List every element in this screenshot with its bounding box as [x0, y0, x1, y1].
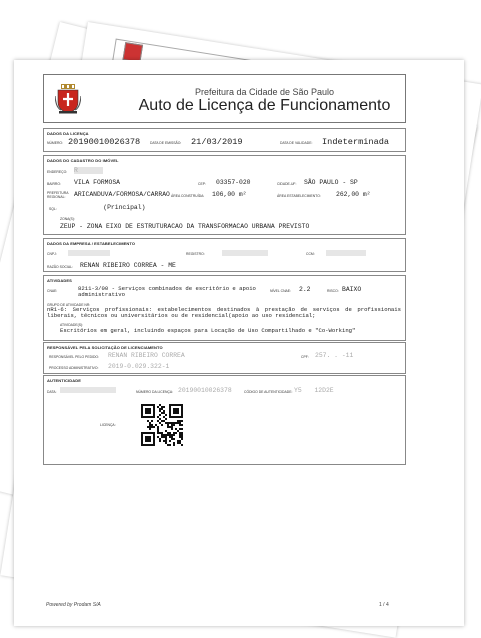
auth-code-label: CÓDIGO DE AUTENTICIDADE:	[244, 390, 293, 394]
section-title: DADOS DA EMPRESA / ESTABELECIMENTO	[47, 241, 136, 246]
cpf-value: 257. . -11	[315, 352, 354, 359]
auth-date-label: DATA:	[47, 390, 57, 394]
sql-label: SQL:	[49, 207, 57, 211]
cpf-label: CPF:	[301, 355, 309, 359]
address-label: ENDEREÇO:	[47, 170, 68, 174]
powered-by-footer: Powered by Prodam S/A	[46, 602, 101, 608]
city-value: SÃO PAULO - SP	[304, 179, 358, 186]
company-name: RENAN RIBEIRO CORREA - ME	[80, 262, 176, 269]
section-license	[43, 128, 406, 152]
cep-value: 03357-020	[216, 179, 251, 186]
process-value: 2019-0.029.322-1	[108, 363, 170, 370]
company-name-label: RAZÃO SOCIAL:	[47, 265, 74, 269]
license-number: 20190010026378	[68, 137, 141, 147]
validity-label: DATA DE VALIDADE:	[280, 141, 313, 145]
process-label: PROCESSO ADMINISTRATIVO:	[49, 366, 99, 370]
section-title: DADOS DO CADASTRO DO IMÓVEL	[47, 158, 119, 163]
zone-value: ZEUP - ZONA EIXO DE ESTRUTURACAO DA TRANSFORMACAO URBANA PREVISTO	[60, 223, 310, 230]
redacted-registry	[222, 250, 268, 256]
establishment-area-label: ÁREA ESTABELECIMENTO:	[277, 194, 321, 198]
section-title: ATIVIDADES	[47, 278, 72, 283]
district-value: VILA FORMOSA	[74, 179, 121, 186]
establishment-area-value: 262,00 m²	[336, 191, 371, 198]
activities-value: Escritórios em geral, incluindo espaços para Locação de Uso Compartilhado e "Co-Working"	[60, 327, 356, 334]
redacted-ccm	[326, 250, 366, 256]
sql-value: (Principal)	[61, 204, 146, 211]
auth-number: 20190010026378	[178, 387, 232, 394]
issue-date: 21/03/2019	[191, 137, 243, 147]
license-number-label: NÚMERO:	[47, 141, 64, 145]
document-header	[43, 74, 406, 123]
auth-code: Y5 12D2E	[294, 387, 334, 394]
redacted-cnpj	[68, 250, 110, 256]
license-qr-label: LICENÇA:	[100, 423, 116, 427]
city-label: CIDADE-UF:	[277, 182, 297, 186]
auth-number-label: NÚMERO DA LICENÇA:	[136, 390, 174, 394]
activity-group-value: nR1-6: Serviços profissionais: estabelecimentos destinados à prestação de serviços de profissionais liberais, técnicos ou universitários ou de residencial(apoio ao uso residencial;	[47, 306, 401, 319]
district-label: BAIRRO:	[47, 182, 61, 186]
redacted-auth-date	[60, 387, 116, 393]
requester-name: RENAN RIBEIRO CORREA	[108, 352, 185, 359]
cnae-level-label: NÍVEL CNAE:	[270, 289, 291, 293]
validity-value: Indeterminada	[322, 137, 390, 147]
risk-label: RISCO:	[327, 289, 339, 293]
page-number: 1 / 4	[379, 602, 389, 608]
section-company	[43, 238, 406, 272]
qr-code-icon	[141, 404, 183, 446]
section-activities	[43, 275, 406, 341]
section-title: RESPONSÁVEL PELA SOLICITAÇÃO DE LICENCIAMENTO	[47, 345, 163, 350]
activity-group-label: GRUPO DE ATIVIDADE NR:	[47, 303, 91, 307]
regional-label: PREFEITURA REGIONAL:	[47, 191, 69, 199]
cep-label: CEP:	[198, 182, 206, 186]
cnae-label: CNAE:	[47, 289, 58, 293]
activities-label: ATIVIDADE(S):	[60, 323, 84, 327]
cnae-level-value: 2.2	[299, 286, 311, 293]
requester-label: RESPONSÁVEL PELO PEDIDO:	[49, 355, 99, 359]
registry-label: REGISTRO:	[186, 252, 205, 256]
ccm-label: CCM:	[306, 252, 315, 256]
city-name: Prefeitura da Cidade de São Paulo	[194, 87, 335, 97]
built-area-value: 106,00 m²	[212, 191, 247, 198]
zone-label: ZONA(S):	[60, 217, 75, 221]
section-authenticity	[43, 375, 406, 465]
section-title: DADOS DA LICENÇA	[47, 131, 89, 136]
document-title: Auto de Licença de Funcionamento	[138, 97, 391, 114]
built-area-label: ÁREA CONSTRUÍDA:	[171, 194, 205, 198]
section-property	[43, 155, 406, 235]
address-value: R	[74, 167, 104, 174]
regional-value: ARICANDUVA/FORMOSA/CARRAO	[74, 191, 170, 198]
cnae-value: 8211-3/00 - Serviços combinados de escritório e apoio administrativo	[78, 285, 256, 298]
section-title: AUTENTICIDADE	[47, 378, 81, 383]
document-page	[14, 60, 464, 626]
issue-date-label: DATA DE EMISSÃO:	[150, 141, 182, 145]
cnpj-label: CNPJ:	[47, 252, 57, 256]
section-responsible	[43, 342, 406, 374]
risk-value: BAIXO	[342, 286, 362, 293]
